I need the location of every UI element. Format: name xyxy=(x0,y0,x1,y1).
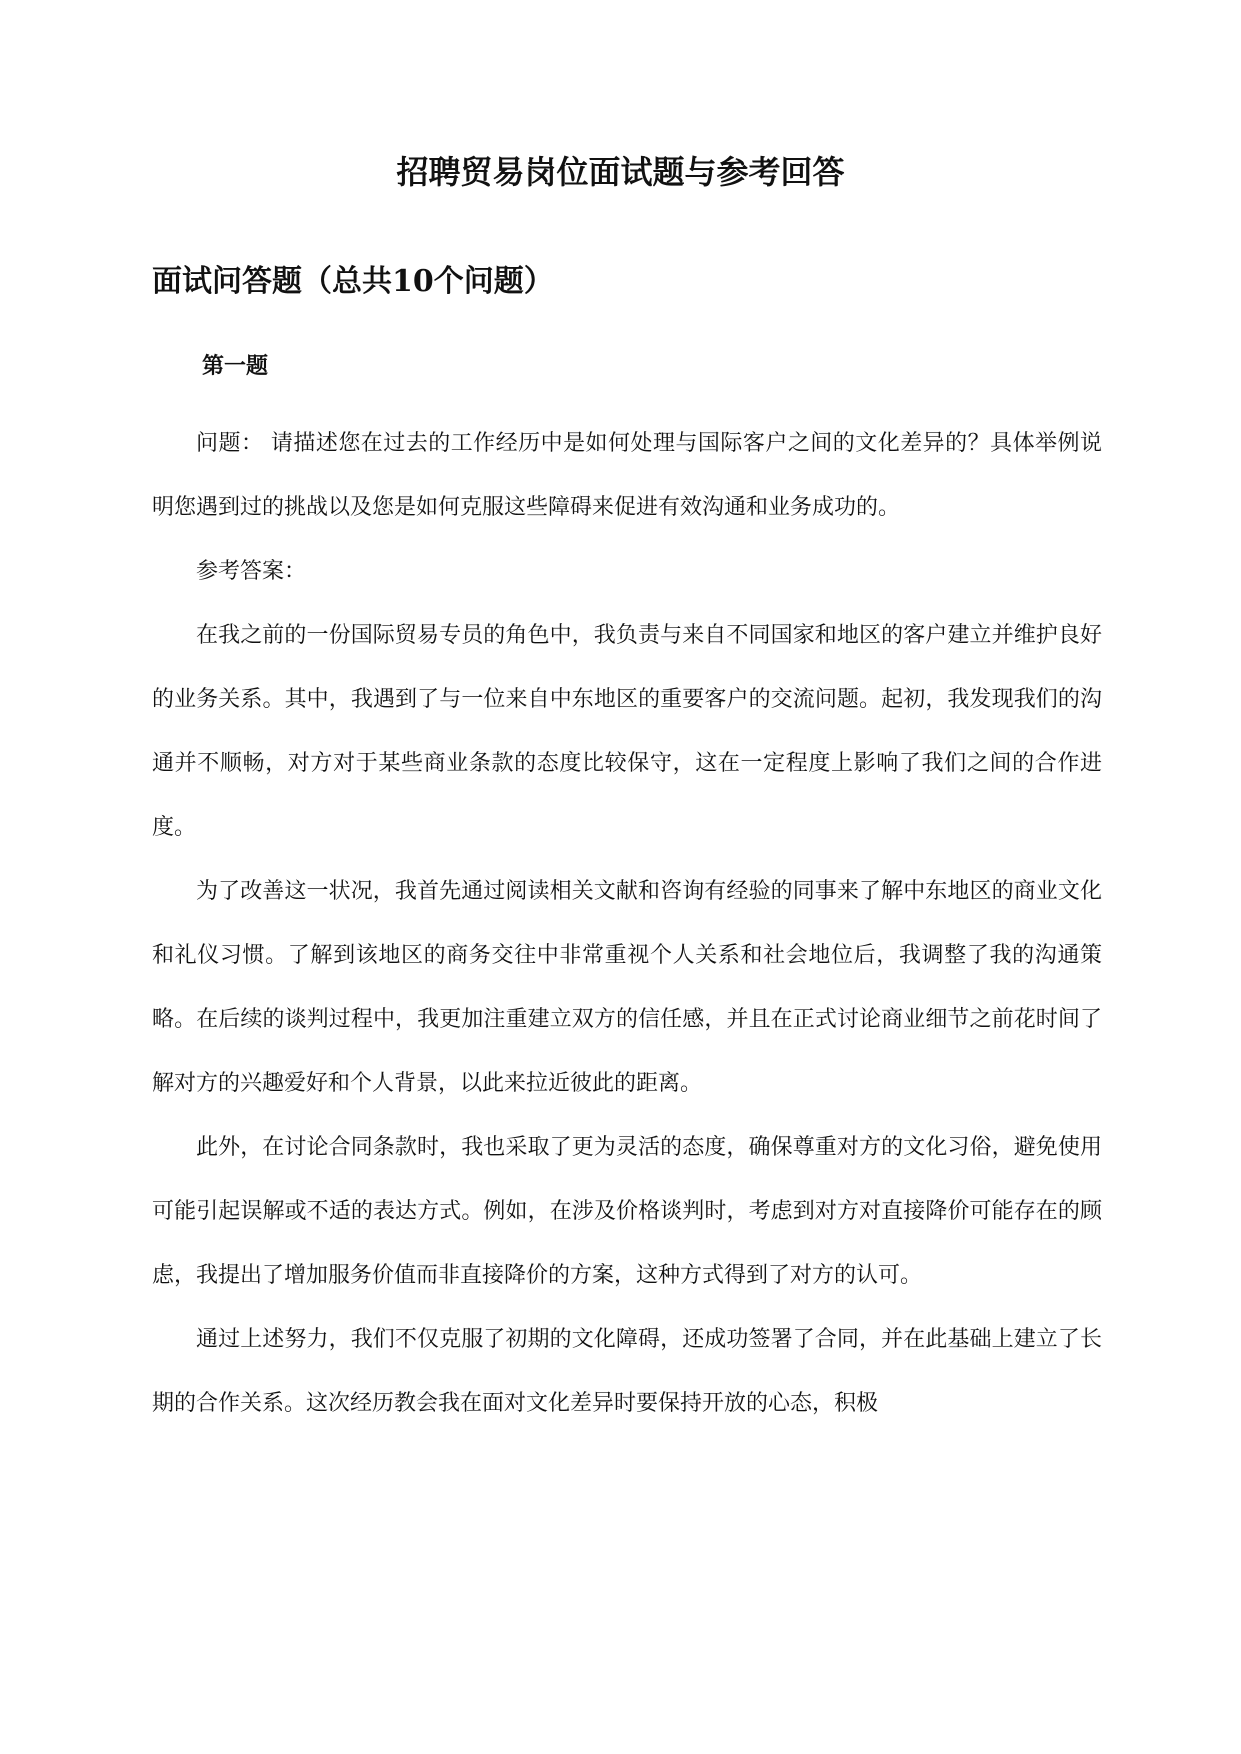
answer-paragraph: 此外，在讨论合同条款时，我也采取了更为灵活的态度，确保尊重对方的文化习俗，避免使用可能引起误解或不适的表达方式。例如，在涉及价格谈判时，考虑到对方对直接降价可能存在的顾虑，我提出了增加服务价值而非直接降价的方案，这种方式得到了对方的认可。 xyxy=(152,1135,1102,1288)
answer-paragraph: 为了改善这一状况，我首先通过阅读相关文献和咨询有经验的同事来了解中东地区的商业文化和礼仪习惯。了解到该地区的商务交往中非常重视个人关系和社会地位后，我调整了我的沟通策略。在后续的谈判过程中，我更加注重建立双方的信任感，并且在正式讨论商业细节之前花时间了解对方的兴趣爱好和个人背景，以此来拉近彼此的距离。 xyxy=(152,879,1102,1096)
document-body xyxy=(152,412,1102,1436)
answer-label: 参考答案： xyxy=(196,559,307,584)
section-heading: 面试问答题（总共10个问题） xyxy=(152,264,554,299)
question-heading: 第一题 xyxy=(202,353,269,379)
question-text: 问题： 请描述您在过去的工作经历中是如何处理与国际客户之间的文化差异的？具体举例说明您遇到过的挑战以及您是如何克服这些障碍来促进有效沟通和业务成功的。 xyxy=(152,431,1102,520)
document-title: 招聘贸易岗位面试题与参考回答 xyxy=(396,153,845,191)
answer-paragraph: 通过上述努力，我们不仅克服了初期的文化障碍，还成功签署了合同，并在此基础上建立了长期的合作关系。这次经历教会我在面对文化差异时要保持开放的心态，积极 xyxy=(152,1327,1102,1416)
answer-paragraph: 在我之前的一份国际贸易专员的角色中，我负责与来自不同国家和地区的客户建立并维护良好的业务关系。其中，我遇到了与一位来自中东地区的重要客户的交流问题。起初，我发现我们的沟通并不顺畅，对方对于某些商业条款的态度比较保守，这在一定程度上影响了我们之间的合作进度。 xyxy=(152,623,1102,840)
